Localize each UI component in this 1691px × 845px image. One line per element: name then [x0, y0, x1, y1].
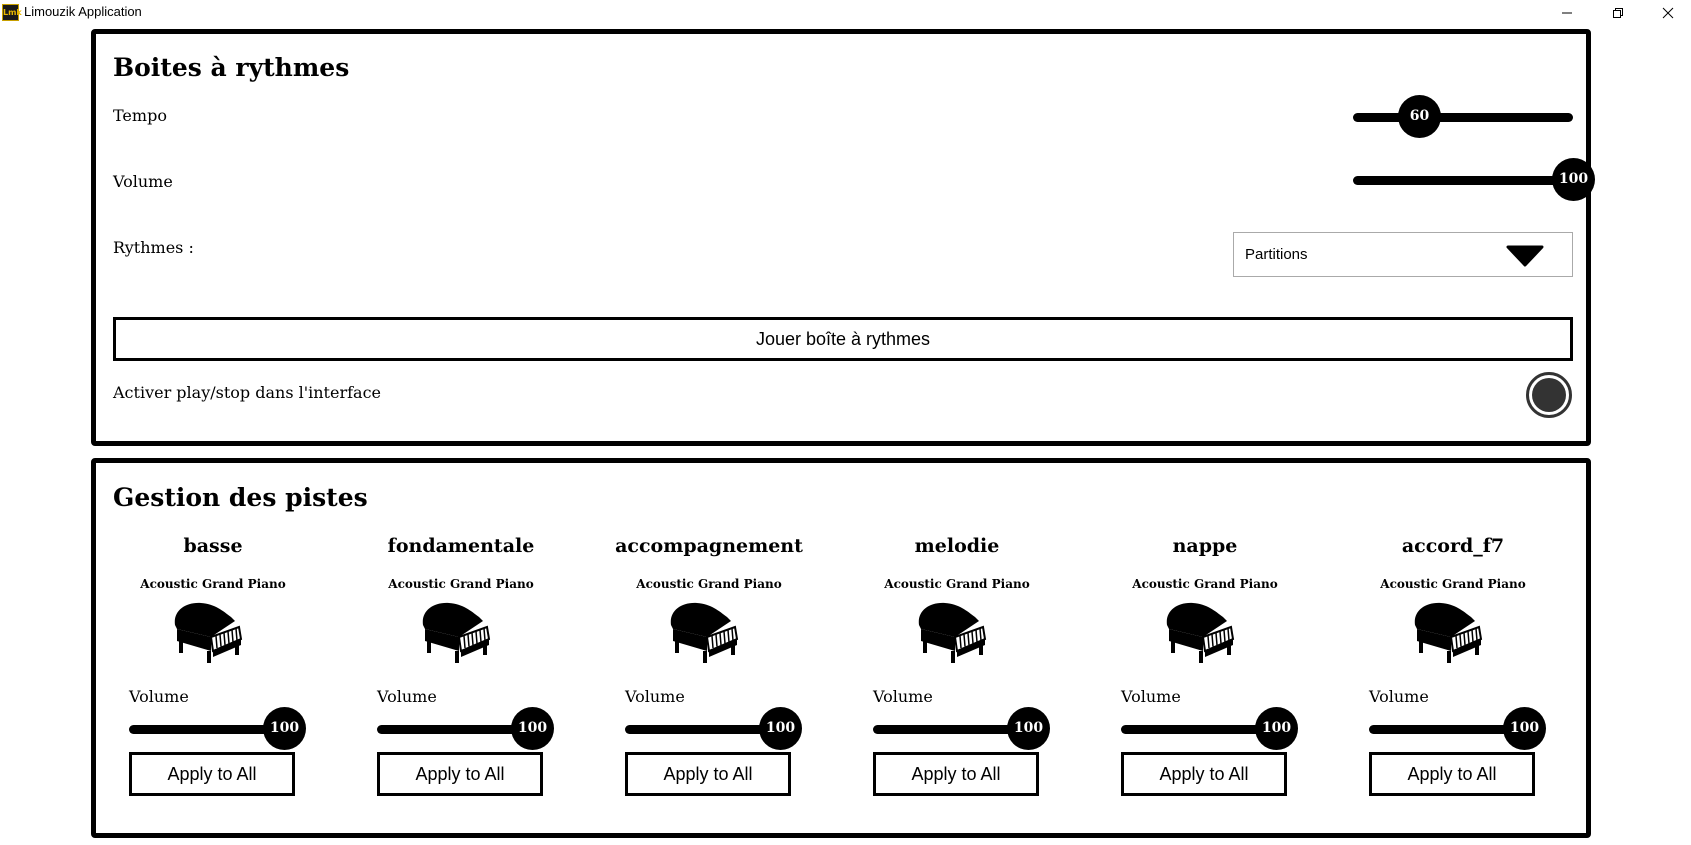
- slider-thumb[interactable]: 100: [263, 707, 306, 750]
- track-volume-slider[interactable]: [625, 707, 796, 751]
- grand-piano-icon[interactable]: [419, 599, 493, 665]
- window-title: Limouzik Application: [24, 4, 142, 19]
- track-instrument[interactable]: Acoustic Grand Piano: [884, 577, 1030, 591]
- track-instrument[interactable]: Acoustic Grand Piano: [1132, 577, 1278, 591]
- track-instrument[interactable]: Acoustic Grand Piano: [140, 577, 286, 591]
- track-volume-label: Volume: [1369, 687, 1429, 706]
- slider-track: [129, 725, 284, 734]
- track-name: basse: [183, 535, 243, 557]
- slider-thumb[interactable]: 60: [1398, 95, 1441, 138]
- slider-thumb[interactable]: 100: [1255, 707, 1298, 750]
- track-name: nappe: [1172, 535, 1238, 557]
- triangle-down-icon: [1506, 245, 1544, 267]
- apply-to-all-button[interactable]: Apply to All: [625, 752, 791, 796]
- track-volume-slider[interactable]: [129, 707, 300, 751]
- track-volume-label: Volume: [129, 687, 189, 706]
- slider-track: [1369, 725, 1524, 734]
- slider-track: [625, 725, 780, 734]
- window-titlebar: [0, 0, 1680, 26]
- slider-track: [377, 725, 532, 734]
- rhythms-select[interactable]: [1233, 232, 1573, 277]
- track-instrument[interactable]: Acoustic Grand Piano: [636, 577, 782, 591]
- slider-track: [1121, 725, 1276, 734]
- apply-to-all-button[interactable]: Apply to All: [129, 752, 295, 796]
- minimize-icon: [1561, 7, 1573, 19]
- slider-track: [1353, 113, 1573, 122]
- tracks-title: Gestion des pistes: [113, 483, 368, 512]
- slider-track: [873, 725, 1028, 734]
- app-logo-icon: Lmk: [2, 4, 19, 21]
- play-stop-toggle[interactable]: [1526, 372, 1572, 418]
- apply-to-all-button[interactable]: Apply to All: [873, 752, 1039, 796]
- slider-thumb[interactable]: 100: [1552, 158, 1595, 201]
- track-name: accompagnement: [615, 535, 803, 557]
- track-volume-label: Volume: [873, 687, 933, 706]
- slider-thumb[interactable]: 100: [1007, 707, 1050, 750]
- grand-piano-icon[interactable]: [1163, 599, 1237, 665]
- close-button[interactable]: [1645, 0, 1691, 26]
- track-name: accord_f7: [1401, 535, 1505, 557]
- close-icon: [1662, 7, 1674, 19]
- toggle-label: Activer play/stop dans l'interface: [113, 383, 381, 402]
- tracks-panel: [91, 458, 1591, 838]
- grand-piano-icon[interactable]: [915, 599, 989, 665]
- apply-to-all-button[interactable]: Apply to All: [1369, 752, 1535, 796]
- rhythms-selected-value: Partitions: [1245, 246, 1308, 263]
- track-volume-label: Volume: [625, 687, 685, 706]
- track-column-basse: [113, 535, 313, 815]
- toggle-knob: [1532, 378, 1566, 412]
- slider-thumb[interactable]: 100: [1503, 707, 1546, 750]
- rhythms-label: Rythmes :: [113, 238, 194, 257]
- track-volume-label: Volume: [377, 687, 437, 706]
- restore-button[interactable]: [1595, 0, 1641, 26]
- volume-slider[interactable]: [1353, 158, 1589, 202]
- grand-piano-icon[interactable]: [171, 599, 245, 665]
- grand-piano-icon[interactable]: [1411, 599, 1485, 665]
- track-instrument[interactable]: Acoustic Grand Piano: [388, 577, 534, 591]
- tempo-slider[interactable]: [1353, 95, 1573, 139]
- track-volume-slider[interactable]: [1121, 707, 1292, 751]
- track-column-nappe: [1105, 535, 1305, 815]
- track-volume-slider[interactable]: [873, 707, 1044, 751]
- track-name: fondamentale: [387, 535, 535, 557]
- apply-to-all-button[interactable]: Apply to All: [1121, 752, 1287, 796]
- grand-piano-icon[interactable]: [667, 599, 741, 665]
- rhythm-box-panel: [91, 29, 1591, 446]
- slider-thumb[interactable]: 100: [511, 707, 554, 750]
- track-column-accompagnement: [609, 535, 809, 815]
- slider-thumb[interactable]: 100: [759, 707, 802, 750]
- track-column-accord_f7: [1353, 535, 1553, 815]
- play-rhythm-box-button[interactable]: Jouer boîte à rythmes: [113, 317, 1573, 361]
- track-volume-label: Volume: [1121, 687, 1181, 706]
- track-name: melodie: [914, 535, 1000, 557]
- volume-label: Volume: [113, 172, 173, 191]
- rhythm-box-title: Boites à rythmes: [113, 53, 350, 82]
- apply-to-all-button[interactable]: Apply to All: [377, 752, 543, 796]
- tempo-label: Tempo: [113, 106, 167, 125]
- track-column-fondamentale: [361, 535, 561, 815]
- minimize-button[interactable]: [1544, 0, 1590, 26]
- track-instrument[interactable]: Acoustic Grand Piano: [1380, 577, 1526, 591]
- track-volume-slider[interactable]: [1369, 707, 1540, 751]
- track-volume-slider[interactable]: [377, 707, 548, 751]
- restore-icon: [1612, 7, 1624, 19]
- track-column-melodie: [857, 535, 1057, 815]
- slider-track: [1353, 176, 1573, 185]
